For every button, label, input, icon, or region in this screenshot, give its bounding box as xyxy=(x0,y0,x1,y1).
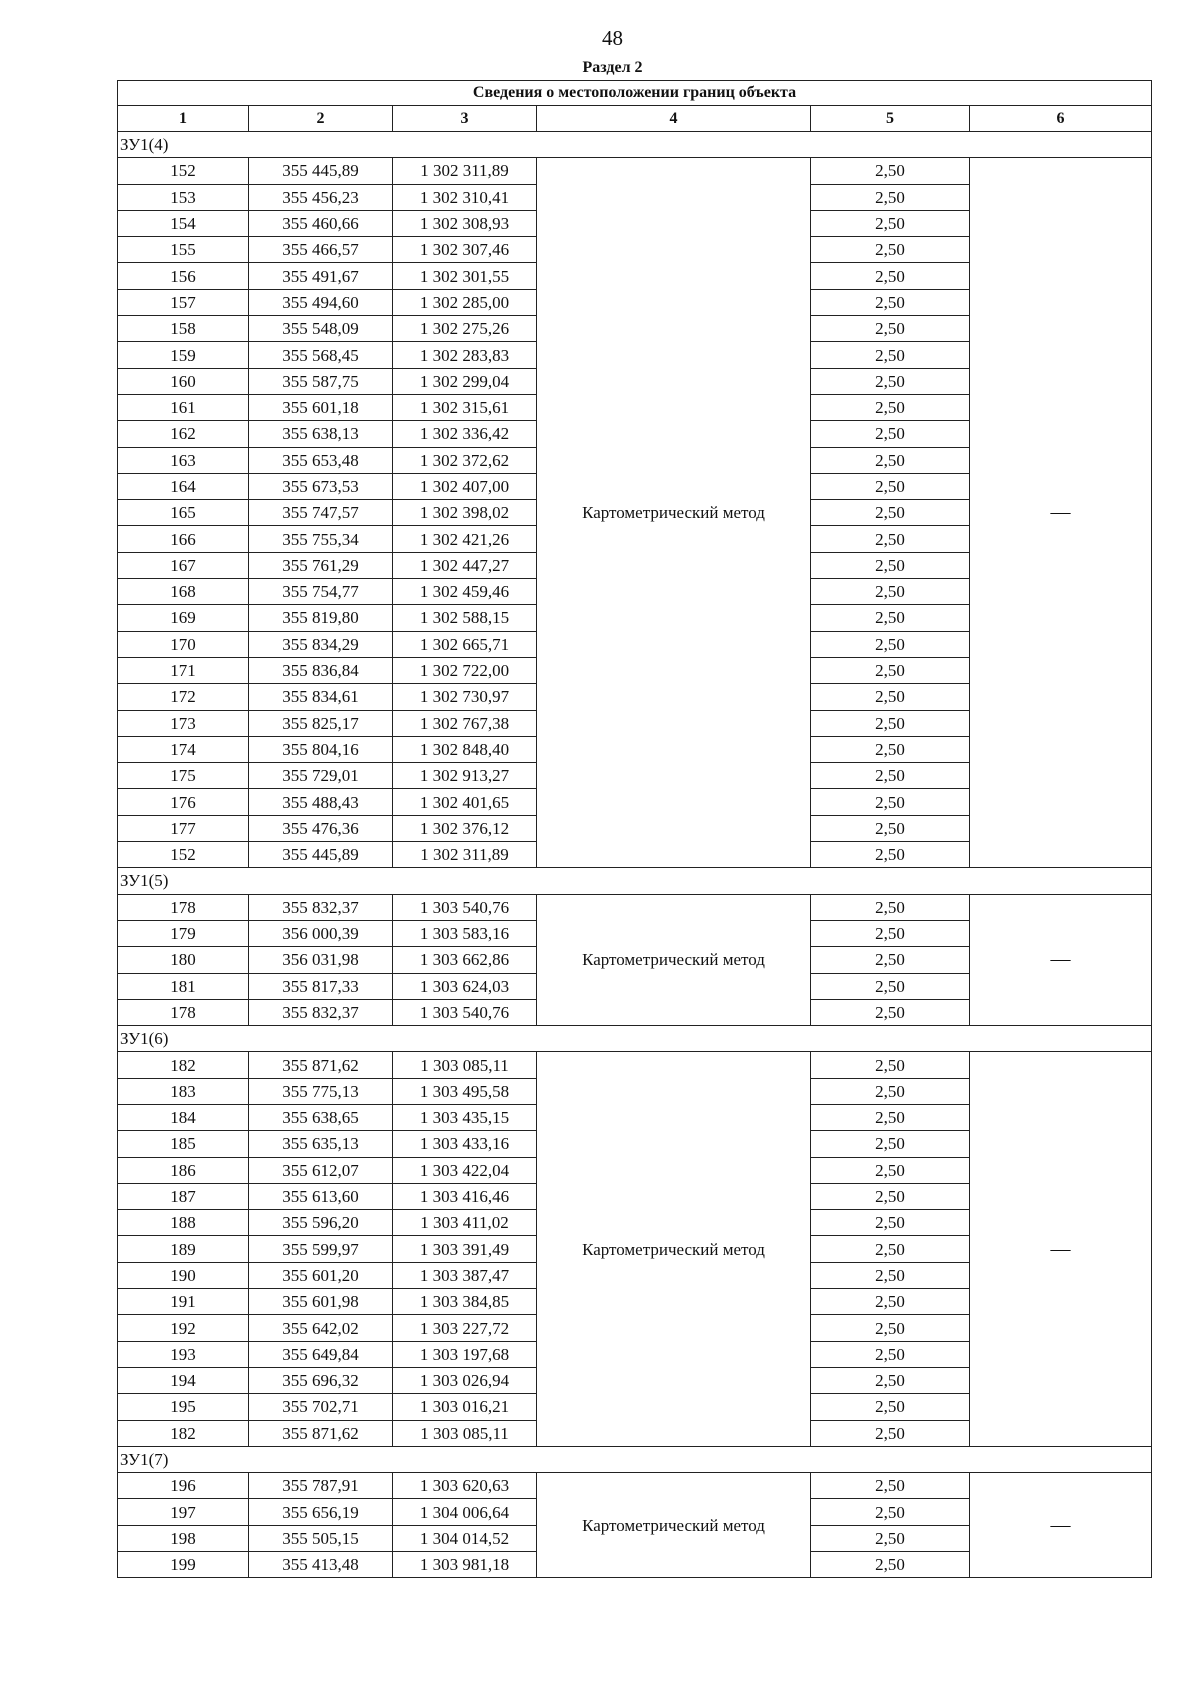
coordinate-x: 355 613,60 xyxy=(249,1183,393,1209)
method-cell: Картометрический метод xyxy=(537,158,811,868)
coordinate-y: 1 303 540,76 xyxy=(393,999,537,1025)
accuracy-value: 2,50 xyxy=(811,368,970,394)
coordinate-x: 355 649,84 xyxy=(249,1341,393,1367)
accuracy-value: 2,50 xyxy=(811,1473,970,1499)
coordinate-x: 355 871,62 xyxy=(249,1052,393,1078)
coordinate-x: 355 601,18 xyxy=(249,394,393,420)
col6-cell: — xyxy=(970,894,1152,1025)
coordinate-y: 1 303 433,16 xyxy=(393,1131,537,1157)
accuracy-value: 2,50 xyxy=(811,684,970,710)
accuracy-value: 2,50 xyxy=(811,999,970,1025)
group-name: ЗУ1(6) xyxy=(118,1026,1152,1052)
accuracy-value: 2,50 xyxy=(811,1394,970,1420)
table-row xyxy=(118,158,1152,184)
coordinate-x: 355 729,01 xyxy=(249,763,393,789)
method-cell: Картометрический метод xyxy=(537,894,811,1025)
coordinate-y: 1 302 398,02 xyxy=(393,500,537,526)
coordinate-x: 355 836,84 xyxy=(249,657,393,683)
group-header-row xyxy=(118,868,1152,894)
point-number: 199 xyxy=(118,1552,249,1578)
coordinate-x: 355 638,65 xyxy=(249,1104,393,1130)
coordinate-y: 1 302 372,62 xyxy=(393,447,537,473)
point-number: 159 xyxy=(118,342,249,368)
accuracy-value: 2,50 xyxy=(811,342,970,368)
table-row xyxy=(118,1052,1152,1078)
accuracy-value: 2,50 xyxy=(811,763,970,789)
coordinate-x: 355 832,37 xyxy=(249,894,393,920)
accuracy-value: 2,50 xyxy=(811,473,970,499)
point-number: 192 xyxy=(118,1315,249,1341)
coordinate-y: 1 303 620,63 xyxy=(393,1473,537,1499)
accuracy-value: 2,50 xyxy=(811,947,970,973)
coordinate-x: 355 612,07 xyxy=(249,1157,393,1183)
coordinate-x: 355 653,48 xyxy=(249,447,393,473)
coordinate-x: 355 832,37 xyxy=(249,999,393,1025)
column-number-row xyxy=(118,106,1152,132)
coordinate-x: 355 755,34 xyxy=(249,526,393,552)
point-number: 155 xyxy=(118,237,249,263)
coordinate-x: 355 413,48 xyxy=(249,1552,393,1578)
table-title: Сведения о местоположении границ объекта xyxy=(118,81,1152,106)
accuracy-value: 2,50 xyxy=(811,1157,970,1183)
point-number: 158 xyxy=(118,316,249,342)
coordinate-x: 355 642,02 xyxy=(249,1315,393,1341)
accuracy-value: 2,50 xyxy=(811,605,970,631)
coordinate-x: 356 031,98 xyxy=(249,947,393,973)
accuracy-value: 2,50 xyxy=(811,500,970,526)
table-title-row xyxy=(118,81,1152,106)
point-number: 161 xyxy=(118,394,249,420)
point-number: 169 xyxy=(118,605,249,631)
point-number: 184 xyxy=(118,1104,249,1130)
accuracy-value: 2,50 xyxy=(811,184,970,210)
table-row xyxy=(118,894,1152,920)
accuracy-value: 2,50 xyxy=(811,1420,970,1446)
coordinate-x: 355 635,13 xyxy=(249,1131,393,1157)
accuracy-value: 2,50 xyxy=(811,447,970,473)
accuracy-value: 2,50 xyxy=(811,1262,970,1288)
coordinate-x: 355 804,16 xyxy=(249,736,393,762)
column-header: 4 xyxy=(537,106,811,132)
point-number: 154 xyxy=(118,210,249,236)
point-number: 183 xyxy=(118,1078,249,1104)
coordinate-y: 1 302 310,41 xyxy=(393,184,537,210)
coordinate-y: 1 303 540,76 xyxy=(393,894,537,920)
point-number: 177 xyxy=(118,815,249,841)
accuracy-value: 2,50 xyxy=(811,1052,970,1078)
accuracy-value: 2,50 xyxy=(811,973,970,999)
coordinate-y: 1 302 275,26 xyxy=(393,316,537,342)
coordinate-x: 355 599,97 xyxy=(249,1236,393,1262)
point-number: 165 xyxy=(118,500,249,526)
accuracy-value: 2,50 xyxy=(811,394,970,420)
point-number: 182 xyxy=(118,1420,249,1446)
group-header-row xyxy=(118,1446,1152,1472)
accuracy-value: 2,50 xyxy=(811,552,970,578)
coordinate-x: 355 656,19 xyxy=(249,1499,393,1525)
group-header-row xyxy=(118,132,1152,158)
accuracy-value: 2,50 xyxy=(811,1315,970,1341)
coordinate-y: 1 303 495,58 xyxy=(393,1078,537,1104)
point-number: 160 xyxy=(118,368,249,394)
point-number: 182 xyxy=(118,1052,249,1078)
coordinate-y: 1 303 416,46 xyxy=(393,1183,537,1209)
point-number: 162 xyxy=(118,421,249,447)
coordinate-x: 355 460,66 xyxy=(249,210,393,236)
accuracy-value: 2,50 xyxy=(811,631,970,657)
col6-cell: — xyxy=(970,1052,1152,1446)
coordinate-y: 1 302 401,65 xyxy=(393,789,537,815)
coordinate-y: 1 302 913,27 xyxy=(393,763,537,789)
point-number: 193 xyxy=(118,1341,249,1367)
point-number: 152 xyxy=(118,158,249,184)
accuracy-value: 2,50 xyxy=(811,736,970,762)
coordinate-y: 1 302 447,27 xyxy=(393,552,537,578)
coordinate-y: 1 303 583,16 xyxy=(393,920,537,946)
point-number: 185 xyxy=(118,1131,249,1157)
coordinate-y: 1 302 730,97 xyxy=(393,684,537,710)
coordinate-x: 355 747,57 xyxy=(249,500,393,526)
coordinate-y: 1 303 085,11 xyxy=(393,1052,537,1078)
coordinate-x: 355 834,29 xyxy=(249,631,393,657)
accuracy-value: 2,50 xyxy=(811,1210,970,1236)
group-name: ЗУ1(4) xyxy=(118,132,1152,158)
accuracy-value: 2,50 xyxy=(811,842,970,868)
accuracy-value: 2,50 xyxy=(811,1236,970,1262)
accuracy-value: 2,50 xyxy=(811,710,970,736)
coordinate-x: 355 476,36 xyxy=(249,815,393,841)
coordinate-y: 1 303 391,49 xyxy=(393,1236,537,1262)
coordinate-y: 1 302 459,46 xyxy=(393,579,537,605)
accuracy-value: 2,50 xyxy=(811,526,970,552)
coordinate-y: 1 303 016,21 xyxy=(393,1394,537,1420)
point-number: 174 xyxy=(118,736,249,762)
coordinate-y: 1 302 767,38 xyxy=(393,710,537,736)
coordinate-y: 1 304 006,64 xyxy=(393,1499,537,1525)
coordinate-y: 1 302 311,89 xyxy=(393,158,537,184)
column-header: 1 xyxy=(118,106,249,132)
column-header: 5 xyxy=(811,106,970,132)
accuracy-value: 2,50 xyxy=(811,815,970,841)
coordinate-y: 1 303 662,86 xyxy=(393,947,537,973)
coordinate-y: 1 302 307,46 xyxy=(393,237,537,263)
point-number: 153 xyxy=(118,184,249,210)
coordinate-y: 1 303 026,94 xyxy=(393,1367,537,1393)
coordinate-y: 1 303 981,18 xyxy=(393,1552,537,1578)
coordinate-x: 355 491,67 xyxy=(249,263,393,289)
coordinate-x: 355 445,89 xyxy=(249,842,393,868)
coordinate-y: 1 302 421,26 xyxy=(393,526,537,552)
coordinate-y: 1 302 311,89 xyxy=(393,842,537,868)
coordinate-x: 355 488,43 xyxy=(249,789,393,815)
col6-cell: — xyxy=(970,158,1152,868)
section-title: Раздел 2 xyxy=(582,59,643,76)
table-body xyxy=(118,81,1152,1578)
point-number: 194 xyxy=(118,1367,249,1393)
coordinate-y: 1 302 848,40 xyxy=(393,736,537,762)
point-number: 198 xyxy=(118,1525,249,1551)
accuracy-value: 2,50 xyxy=(811,237,970,263)
coordinate-y: 1 302 665,71 xyxy=(393,631,537,657)
point-number: 163 xyxy=(118,447,249,473)
coordinate-y: 1 302 285,00 xyxy=(393,289,537,315)
point-number: 171 xyxy=(118,657,249,683)
accuracy-value: 2,50 xyxy=(811,1552,970,1578)
coordinate-x: 355 587,75 xyxy=(249,368,393,394)
accuracy-value: 2,50 xyxy=(811,289,970,315)
point-number: 188 xyxy=(118,1210,249,1236)
point-number: 170 xyxy=(118,631,249,657)
point-number: 166 xyxy=(118,526,249,552)
column-header: 6 xyxy=(970,106,1152,132)
coordinate-y: 1 302 283,83 xyxy=(393,342,537,368)
accuracy-value: 2,50 xyxy=(811,1104,970,1130)
accuracy-value: 2,50 xyxy=(811,1078,970,1104)
page-number: 48 xyxy=(602,26,623,50)
coordinate-y: 1 303 422,04 xyxy=(393,1157,537,1183)
group-name: ЗУ1(7) xyxy=(118,1446,1152,1472)
point-number: 187 xyxy=(118,1183,249,1209)
coordinate-y: 1 302 376,12 xyxy=(393,815,537,841)
column-header: 2 xyxy=(249,106,393,132)
point-number: 172 xyxy=(118,684,249,710)
column-header: 3 xyxy=(393,106,537,132)
accuracy-value: 2,50 xyxy=(811,1341,970,1367)
col6-cell: — xyxy=(970,1473,1152,1578)
accuracy-value: 2,50 xyxy=(811,1525,970,1551)
coordinate-x: 355 601,20 xyxy=(249,1262,393,1288)
coordinate-y: 1 303 085,11 xyxy=(393,1420,537,1446)
coordinate-x: 355 466,57 xyxy=(249,237,393,263)
point-number: 180 xyxy=(118,947,249,973)
coordinate-y: 1 302 407,00 xyxy=(393,473,537,499)
coordinate-y: 1 303 387,47 xyxy=(393,1262,537,1288)
point-number: 167 xyxy=(118,552,249,578)
point-number: 178 xyxy=(118,999,249,1025)
point-number: 175 xyxy=(118,763,249,789)
accuracy-value: 2,50 xyxy=(811,789,970,815)
point-number: 190 xyxy=(118,1262,249,1288)
coordinate-y: 1 303 624,03 xyxy=(393,973,537,999)
accuracy-value: 2,50 xyxy=(811,421,970,447)
accuracy-value: 2,50 xyxy=(811,657,970,683)
point-number: 156 xyxy=(118,263,249,289)
point-number: 197 xyxy=(118,1499,249,1525)
coordinate-x: 355 445,89 xyxy=(249,158,393,184)
coordinate-y: 1 302 722,00 xyxy=(393,657,537,683)
coordinate-x: 356 000,39 xyxy=(249,920,393,946)
point-number: 152 xyxy=(118,842,249,868)
coordinate-x: 355 494,60 xyxy=(249,289,393,315)
accuracy-value: 2,50 xyxy=(811,1289,970,1315)
group-name: ЗУ1(5) xyxy=(118,868,1152,894)
coordinate-x: 355 548,09 xyxy=(249,316,393,342)
point-number: 181 xyxy=(118,973,249,999)
point-number: 186 xyxy=(118,1157,249,1183)
coordinate-x: 355 787,91 xyxy=(249,1473,393,1499)
coordinate-y: 1 302 336,42 xyxy=(393,421,537,447)
coordinate-x: 355 673,53 xyxy=(249,473,393,499)
point-number: 189 xyxy=(118,1236,249,1262)
coordinate-y: 1 304 014,52 xyxy=(393,1525,537,1551)
accuracy-value: 2,50 xyxy=(811,1183,970,1209)
coordinate-x: 355 638,13 xyxy=(249,421,393,447)
accuracy-value: 2,50 xyxy=(811,210,970,236)
coordinate-y: 1 302 588,15 xyxy=(393,605,537,631)
coordinate-x: 355 775,13 xyxy=(249,1078,393,1104)
table-row xyxy=(118,1473,1152,1499)
coordinate-y: 1 302 299,04 xyxy=(393,368,537,394)
accuracy-value: 2,50 xyxy=(811,894,970,920)
coordinate-x: 355 596,20 xyxy=(249,1210,393,1236)
coordinate-x: 355 754,77 xyxy=(249,579,393,605)
point-number: 176 xyxy=(118,789,249,815)
coordinate-x: 355 568,45 xyxy=(249,342,393,368)
point-number: 191 xyxy=(118,1289,249,1315)
coordinate-y: 1 303 197,68 xyxy=(393,1341,537,1367)
coordinate-x: 355 696,32 xyxy=(249,1367,393,1393)
coordinate-y: 1 303 435,15 xyxy=(393,1104,537,1130)
point-number: 196 xyxy=(118,1473,249,1499)
accuracy-value: 2,50 xyxy=(811,316,970,342)
coordinate-y: 1 302 301,55 xyxy=(393,263,537,289)
coordinate-x: 355 505,15 xyxy=(249,1525,393,1551)
coordinate-x: 355 825,17 xyxy=(249,710,393,736)
point-number: 195 xyxy=(118,1394,249,1420)
accuracy-value: 2,50 xyxy=(811,158,970,184)
accuracy-value: 2,50 xyxy=(811,920,970,946)
coordinate-x: 355 702,71 xyxy=(249,1394,393,1420)
point-number: 168 xyxy=(118,579,249,605)
coordinate-y: 1 303 227,72 xyxy=(393,1315,537,1341)
coordinate-y: 1 303 411,02 xyxy=(393,1210,537,1236)
coordinate-x: 355 819,80 xyxy=(249,605,393,631)
coordinate-x: 355 761,29 xyxy=(249,552,393,578)
accuracy-value: 2,50 xyxy=(811,1131,970,1157)
point-number: 157 xyxy=(118,289,249,315)
coordinate-x: 355 871,62 xyxy=(249,1420,393,1446)
method-cell: Картометрический метод xyxy=(537,1473,811,1578)
group-header-row xyxy=(118,1026,1152,1052)
coordinate-x: 355 834,61 xyxy=(249,684,393,710)
method-cell: Картометрический метод xyxy=(537,1052,811,1446)
coordinate-x: 355 601,98 xyxy=(249,1289,393,1315)
boundary-coordinates-table xyxy=(117,80,1152,1578)
point-number: 164 xyxy=(118,473,249,499)
point-number: 173 xyxy=(118,710,249,736)
coordinate-y: 1 302 315,61 xyxy=(393,394,537,420)
coordinate-x: 355 817,33 xyxy=(249,973,393,999)
accuracy-value: 2,50 xyxy=(811,263,970,289)
accuracy-value: 2,50 xyxy=(811,1367,970,1393)
accuracy-value: 2,50 xyxy=(811,1499,970,1525)
accuracy-value: 2,50 xyxy=(811,579,970,605)
coordinate-y: 1 303 384,85 xyxy=(393,1289,537,1315)
point-number: 179 xyxy=(118,920,249,946)
coordinate-x: 355 456,23 xyxy=(249,184,393,210)
point-number: 178 xyxy=(118,894,249,920)
coordinate-y: 1 302 308,93 xyxy=(393,210,537,236)
